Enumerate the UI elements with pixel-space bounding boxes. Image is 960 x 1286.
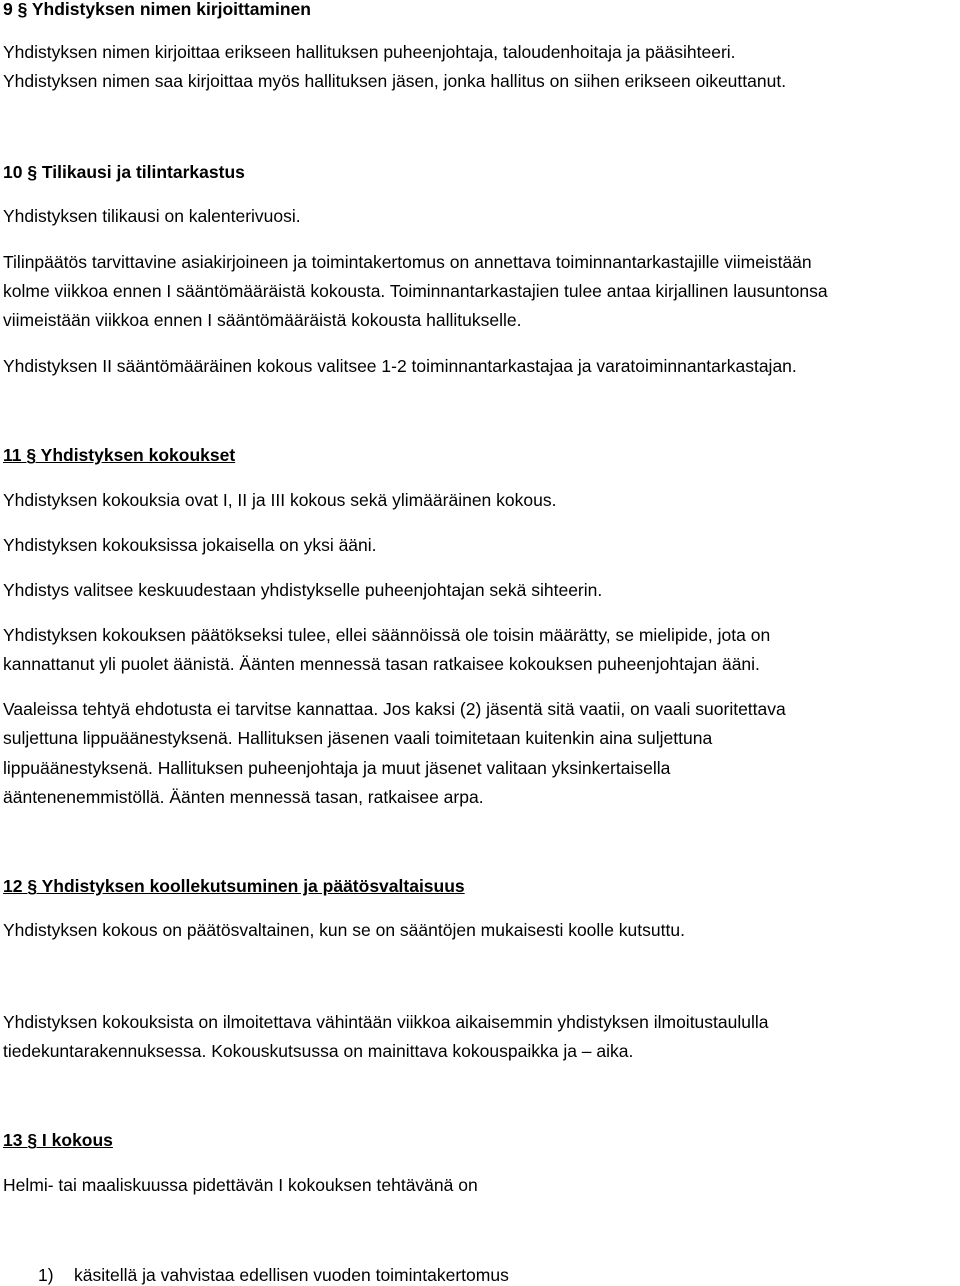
section-10-paragraph-line: Yhdistyksen II sääntömääräinen kokous valitsee 1-2 toiminnantarkastajaa ja varatoiminnantarkastajan. bbox=[3, 356, 797, 376]
section-11-paragraph-line: Yhdistys valitsee keskuudestaan yhdistykselle puheenjohtajan sekä sihteerin. bbox=[3, 580, 603, 600]
section-12-paragraph-line: Yhdistyksen kokous on päätösvaltainen, kun se on sääntöjen mukaisesti koolle kutsuttu. bbox=[3, 920, 685, 940]
section-10-heading: 10 § Tilikausi ja tilintarkastus bbox=[3, 162, 245, 182]
section-12-heading: 12 § Yhdistyksen koollekutsuminen ja päätösvaltaisuus bbox=[3, 876, 465, 896]
section-11-paragraph-line: ääntenenemmistöllä. Äänten mennessä tasan, ratkaisee arpa. bbox=[3, 787, 484, 807]
section-9-paragraph-line: Yhdistyksen nimen kirjoittaa erikseen hallituksen puheenjohtaja, taloudenhoitaja ja pääsihteeri. bbox=[3, 42, 736, 62]
section-11-paragraph-line: Yhdistyksen kokouksissa jokaisella on yksi ääni. bbox=[3, 535, 377, 555]
section-12-paragraph-line: tiedekuntarakennuksessa. Kokouskutsussa on mainittava kokouspaikka ja – aika. bbox=[3, 1041, 634, 1061]
section-13-heading: 13 § I kokous bbox=[3, 1130, 113, 1150]
section-11-paragraph-line: suljettuna lippuäänestyksenä. Hallituksen jäsenen vaali toimitetaan kuitenkin aina suljettuna bbox=[3, 728, 713, 748]
section-10-paragraph-line: viimeistään viikkoa ennen I sääntömääräistä kokousta hallitukselle. bbox=[3, 310, 522, 330]
section-11-paragraph-line: kannattanut yli puolet äänistä. Äänten mennessä tasan ratkaisee kokouksen puheenjohtajan ääni. bbox=[3, 654, 760, 674]
section-9-paragraph-line: Yhdistyksen nimen saa kirjoittaa myös hallituksen jäsen, jonka hallitus on siihen erikseen oikeuttanut. bbox=[3, 71, 787, 91]
list-item-number: 1) bbox=[38, 1265, 54, 1285]
section-11-heading: 11 § Yhdistyksen kokoukset bbox=[3, 445, 236, 465]
list-item bbox=[38, 1264, 509, 1286]
list-item-text: käsitellä ja vahvistaa edellisen vuoden toimintakertomus bbox=[74, 1265, 509, 1285]
section-10-paragraph-line: kolme viikkoa ennen I sääntömääräistä kokousta. Toiminnantarkastajien tulee antaa kirjallinen lausuntonsa bbox=[3, 281, 828, 301]
section-12-paragraph-line: Yhdistyksen kokouksista on ilmoitettava vähintään viikkoa aikaisemmin yhdistyksen ilmoitustaululla bbox=[3, 1012, 769, 1032]
section-13-paragraph-line: Helmi- tai maaliskuussa pidettävän I kokouksen tehtävänä on bbox=[3, 1175, 478, 1195]
section-11-paragraph-line: Yhdistyksen kokouksen päätökseksi tulee, ellei säännöissä ole toisin määrätty, se mielipide, jota on bbox=[3, 625, 771, 645]
section-9-heading: 9 § Yhdistyksen nimen kirjoittaminen bbox=[3, 0, 311, 19]
section-11-paragraph-line: Vaaleissa tehtyä ehdotusta ei tarvitse kannattaa. Jos kaksi (2) jäsentä sitä vaatii, on vaali suoritettava bbox=[3, 699, 786, 719]
section-11-paragraph-line: lippuäänestyksenä. Hallituksen puheenjohtaja ja muut jäsenet valitaan yksinkertaisella bbox=[3, 758, 671, 778]
section-11-paragraph-line: Yhdistyksen kokouksia ovat I, II ja III kokous sekä ylimääräinen kokous. bbox=[3, 490, 557, 510]
section-10-paragraph-line: Yhdistyksen tilikausi on kalenterivuosi. bbox=[3, 206, 301, 226]
section-10-paragraph-line: Tilinpäätös tarvittavine asiakirjoineen ja toimintakertomus on annettava toiminnantarkastajille viimeistään bbox=[3, 252, 812, 272]
